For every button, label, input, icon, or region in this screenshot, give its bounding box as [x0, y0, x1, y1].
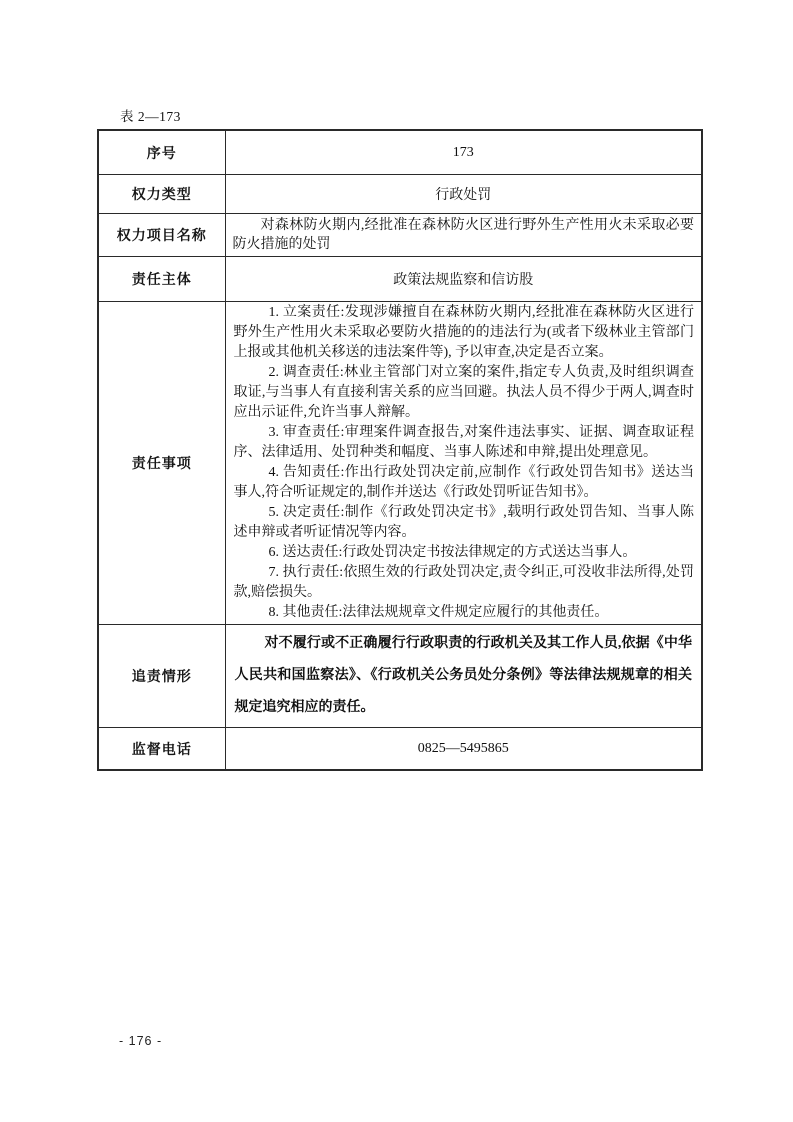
power-type-value: 行政处罚	[225, 175, 702, 214]
row-responsible-body	[98, 257, 702, 302]
power-item-table	[97, 129, 703, 771]
serial-value: 173	[225, 130, 702, 175]
responsible-body-value: 政策法规监察和信访股	[225, 257, 702, 302]
supervision-phone-label: 监督电话	[98, 728, 225, 771]
supervision-phone-value: 0825—5495865	[225, 728, 702, 771]
table-caption: 表 2—173	[120, 109, 181, 124]
row-accountability	[98, 625, 702, 728]
row-serial	[98, 130, 702, 175]
duty-item-7: 7. 执行责任:依照生效的行政处罚决定,责令纠正,可没收非法所得,处罚款,赔偿损失。	[233, 565, 694, 600]
accountability-label: 追责情形	[98, 625, 225, 728]
page-number: - 176 -	[119, 1034, 163, 1048]
serial-label: 序号	[98, 130, 225, 175]
duty-matters-label: 责任事项	[98, 302, 225, 625]
accountability-value: 对不履行或不正确履行行政职责的行政机关及其工作人员,依据《中华人民共和国监察法》、《行政机关公务员处分条例》等法律法规规章的相关规定追究相应的责任。	[225, 625, 702, 728]
row-duty-matters	[98, 302, 702, 625]
duty-item-4: 4. 告知责任:作出行政处罚决定前,应制作《行政处罚告知书》送达当事人,符合听证规定的,制作并送达《行政处罚听证告知书》。	[233, 465, 694, 500]
power-type-label: 权力类型	[98, 175, 225, 214]
duty-item-2: 2. 调查责任:林业主管部门对立案的案件,指定专人负责,及时组织调查取证,与当事人有直接利害关系的应当回避。执法人员不得少于两人,调查时应出示证件,允许当事人辩解。	[233, 365, 694, 420]
row-supervision-phone	[98, 728, 702, 771]
duty-matters-value	[225, 302, 702, 625]
duty-item-8: 8. 其他责任:法律法规规章文件规定应履行的其他责任。	[268, 605, 609, 620]
duty-item-5: 5. 决定责任:制作《行政处罚决定书》,载明行政处罚告知、当事人陈述申辩或者听证情况等内容。	[233, 505, 694, 540]
row-power-item-name	[98, 214, 702, 257]
row-power-type	[98, 175, 702, 214]
duty-item-1: 1. 立案责任:发现涉嫌擅自在森林防火期内,经批准在森林防火区进行野外生产性用火未采取必要防火措施的的违法行为(或者下级林业主管部门上报或其他机关移送的违法案件等), 予以审查,决定是否立案。	[233, 305, 694, 360]
responsible-body-label: 责任主体	[98, 257, 225, 302]
duty-item-3: 3. 审查责任:审理案件调查报告,对案件违法事实、证据、调查取证程序、法律适用、处罚种类和幅度、当事人陈述和申辩,提出处理意见。	[233, 425, 694, 460]
duty-item-6: 6. 送达责任:行政处罚决定书按法律规定的方式送达当事人。	[268, 545, 637, 560]
power-item-name-value: 对森林防火期内,经批准在森林防火区进行野外生产性用火未采取必要防火措施的处罚	[225, 214, 702, 257]
power-item-name-label: 权力项目名称	[98, 214, 225, 257]
